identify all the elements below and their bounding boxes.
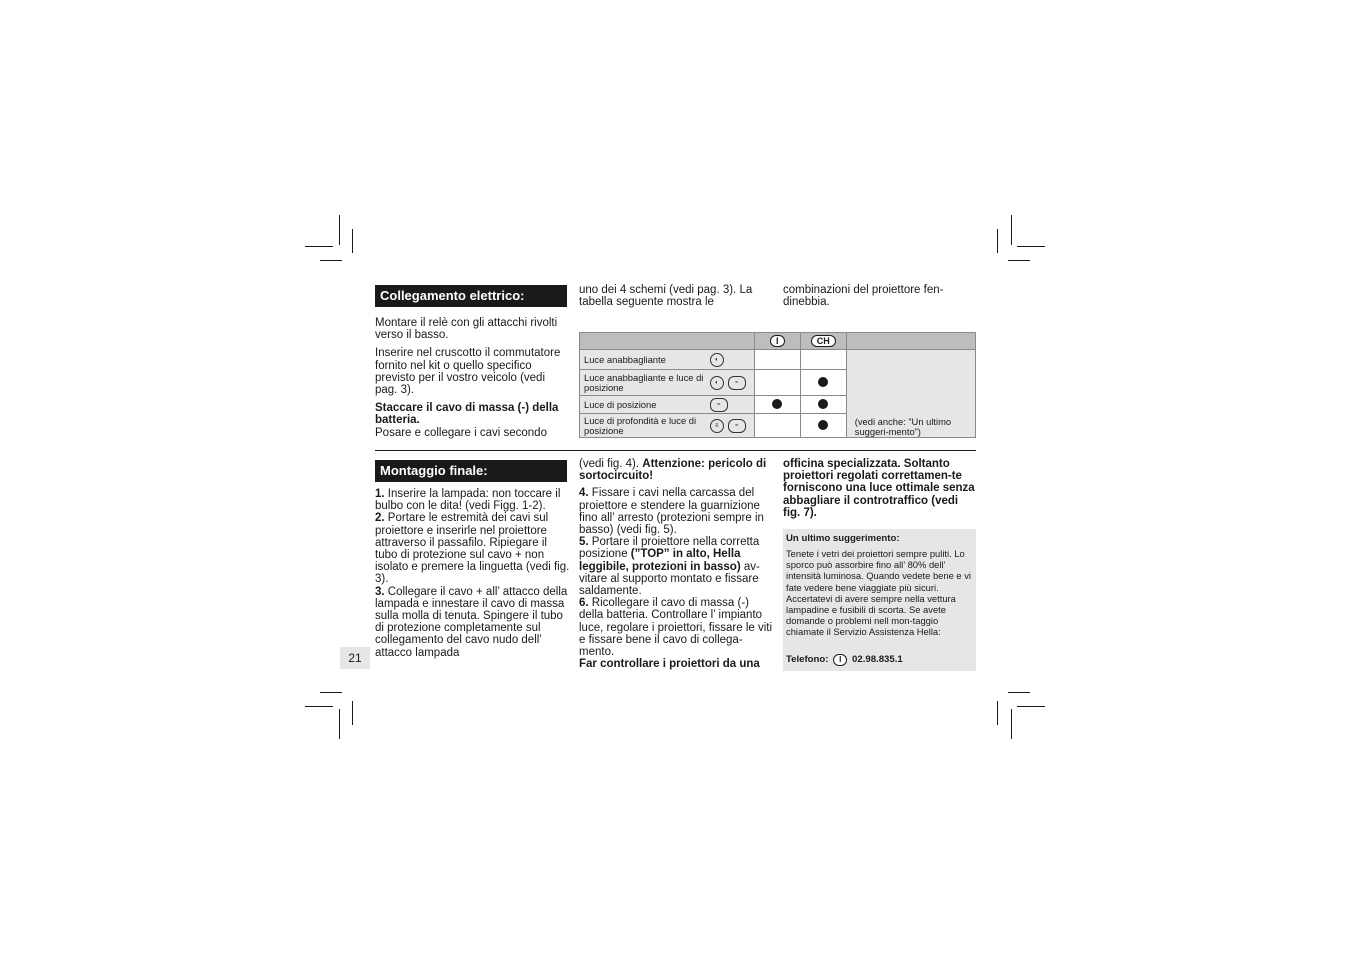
list-item: 1. Inserire la lampada: non toccare il bulbo con le dita! (vedi Figg. 1-2).	[375, 488, 561, 513]
list-item: 2. Portare le estremità dei cavi sul proiettore e inserirle nel proiettore attraverso il passafilo. Ripiegare il tubo di protezione sul cavo + non isolato e premere la linguetta (vedi fig. 3).	[375, 512, 570, 586]
list-item: 4. Fissare i cavi nella carcassa del proiettore e stendere la guarnizione fino all’ arresto (protezioni sempre in basso) (vedi fig. 5).	[579, 487, 764, 537]
paragraph-bold: Far controllare i proiettori da una	[579, 658, 760, 671]
section-divider	[375, 450, 976, 451]
position-light-icon: ≈	[728, 419, 746, 433]
list-item: 3. Collegare il cavo + all’ attacco della lampada e innestare il cavo di massa sulla molla di tenuta. Spingere il tubo di protezione completamente sul collegamento del cavo nudo dell’ attacco lampada	[375, 585, 568, 659]
page-number: 21	[340, 647, 370, 669]
position-light-icon: ≈	[728, 376, 746, 390]
header-i: I	[754, 333, 800, 350]
paragraph: (vedi fig. 4). Attenzione: pericolo di sortocircuito!	[579, 458, 767, 483]
table-row: Luce anabbagliante ◐ (vedi anche: ”Un ultimo suggeri-mento”)	[580, 350, 976, 370]
section-heading-electrical: Collegamento elettrico:	[375, 285, 567, 307]
electrical-col2: uno dei 4 schemi (vedi pag. 3). La tabella seguente mostra le	[579, 284, 753, 309]
section-heading-final-assembly: Montaggio finale:	[375, 460, 567, 482]
paragraph: Inserire nel cruscotto il commutatore fornito nel kit o quello specifico previsto per il vostro veicolo (vedi pag. 3).	[375, 347, 561, 397]
list-item: 6. Ricollegare il cavo di massa (-) della batteria. Controllare l’ impianto luce, regolare i proiettori, fissare le viti e fissare bene il cavo di collega-mento.	[579, 597, 773, 659]
tip-phone: Telefono: I 02.98.835.1	[786, 654, 903, 665]
tip-body: Tenete i vetri dei proiettori sempre puliti. Lo sporco può assorbire fino all’ 80% dell’ intensità luminosa. Quando vedete bene e vi fate vedere bene viaggiate più sicuri. Accertatevi di avere sempre nella vettura lampadine e fusibili di scorta. Se avete domande o problemi nell mon-taggio chiamate il Servizio Assistenza Hella:	[786, 548, 972, 638]
table-header-row	[580, 333, 976, 350]
final-assembly-col1	[375, 488, 570, 659]
table-note: (vedi anche: ”Un ultimo suggeri-mento”)	[846, 350, 975, 438]
header-ch: CH	[800, 333, 846, 350]
marker-dot	[818, 377, 828, 387]
final-assembly-col3: officina specializzata. Soltanto proiettori regolati correttamen-te forniscono una luce ottimale senza abbagliare il controtraffico (vedi fig. 7).	[783, 458, 975, 519]
low-beam-icon: ◐	[710, 353, 724, 367]
marker-dot	[772, 399, 782, 409]
paragraph-bold: Staccare il cavo di massa (-) della batteria.	[375, 402, 559, 427]
high-beam-icon: ≡	[710, 419, 724, 433]
electrical-col3: combinazioni del proiettore fen-dinebbia.	[783, 284, 944, 309]
position-light-icon: ≈	[710, 398, 728, 412]
paragraph: Montare il relè con gli attacchi rivolti verso il basso.	[375, 317, 558, 342]
low-beam-icon: ◐	[710, 376, 724, 390]
final-assembly-col2	[579, 458, 773, 670]
marker-dot	[818, 420, 828, 430]
list-item: 5. Portare il proiettore nella corretta posizione (”TOP” in alto, Hella leggibile, protezioni in basso) av-vitare al supporto montato e fissare saldamente.	[579, 536, 760, 598]
light-combination-table	[579, 332, 976, 438]
table-row: Luce di posizione ≈	[580, 396, 976, 414]
tip-box	[783, 529, 976, 671]
marker-dot	[818, 399, 828, 409]
table-row: Luce di profondità e luce di posizione ≡ ≈	[580, 414, 976, 438]
paragraph: Posare e collegare i cavi secondo	[375, 426, 547, 439]
table-row: Luce anabbagliante e luce di posizione ◐ ≈	[580, 370, 976, 396]
electrical-col1	[375, 317, 570, 439]
country-badge: I	[833, 654, 847, 666]
tip-title: Un ultimo suggerimento:	[786, 533, 900, 544]
